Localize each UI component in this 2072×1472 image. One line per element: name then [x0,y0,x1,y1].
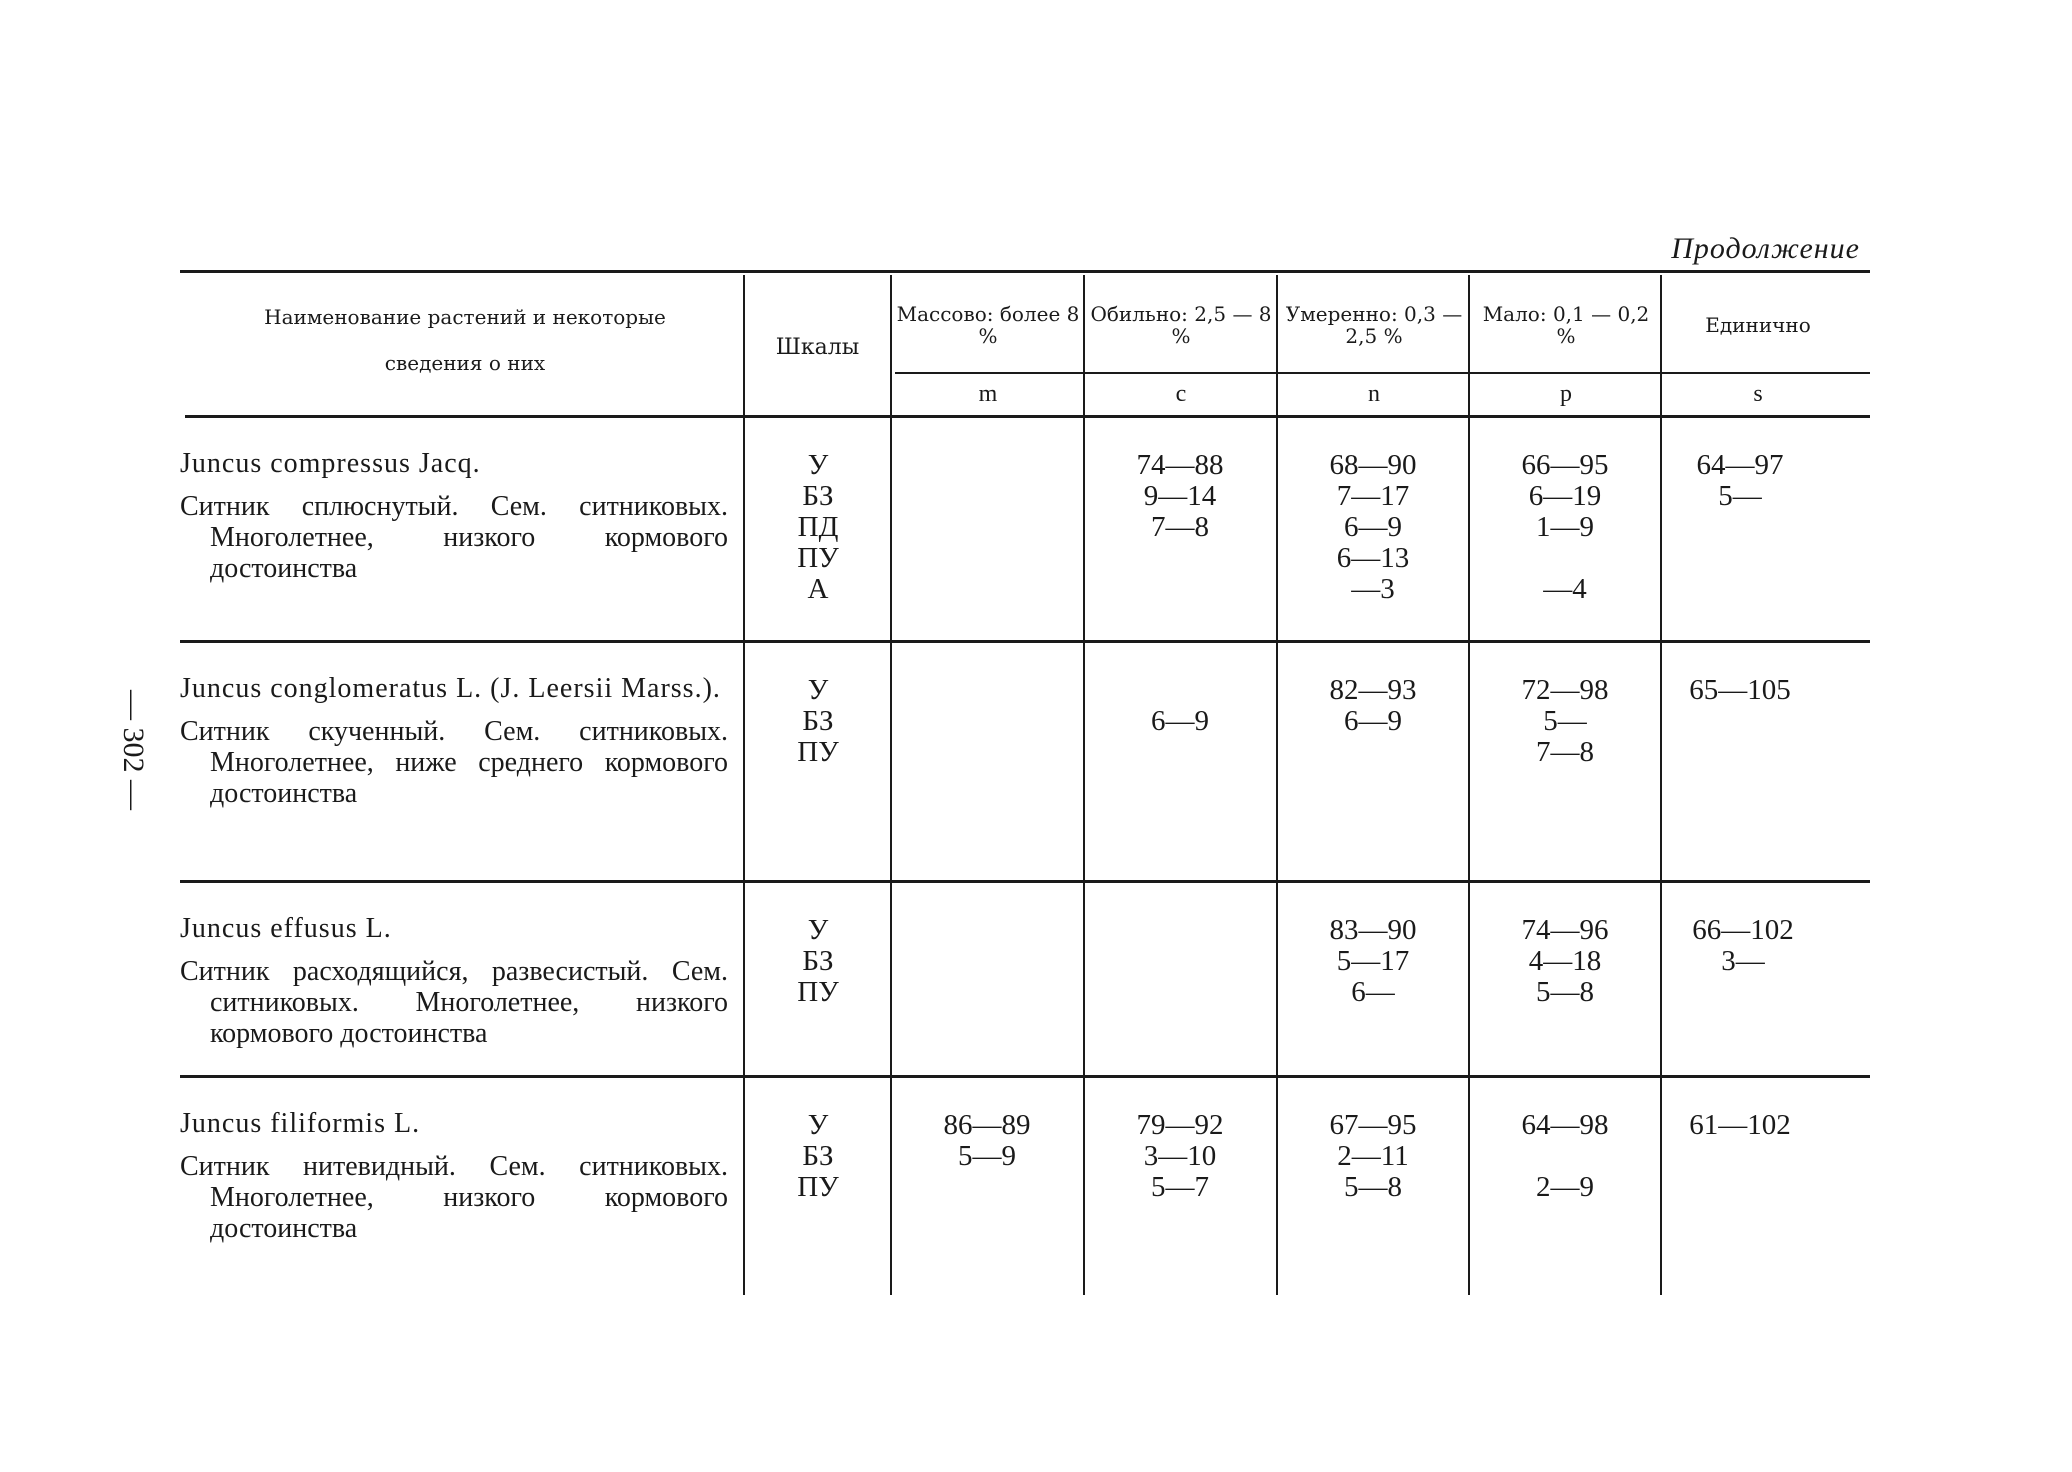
row-divider-2 [180,880,1870,883]
scales-list [748,675,888,768]
scale: ПУ [797,1171,839,1203]
value: 6—9 [1344,705,1402,737]
col-rule-5 [1468,275,1470,1295]
scale: У [807,914,829,946]
value: 5—17 [1336,945,1410,977]
values-n [1288,675,1458,737]
values-s [1658,915,1828,977]
value: 5— [1718,480,1762,512]
value: 2—9 [1536,1171,1594,1203]
col-rule-2 [890,275,892,1295]
scales-list [748,915,888,1008]
col-rule-3 [1083,275,1085,1295]
value: —3 [1351,573,1395,605]
letter-p: p [1560,380,1572,407]
scale: БЗ [802,1140,834,1172]
values-p [1480,915,1650,1008]
scale: ПУ [797,542,839,574]
scale: БЗ [802,705,834,737]
value: 7—8 [1536,736,1594,768]
name-column-header: Наименование растений и некоторые сведения о них [264,305,666,375]
latin-name: Juncus filiformis L. [180,1108,421,1139]
scale: ПД [797,511,839,543]
value: 6— [1351,976,1395,1008]
value [1480,543,1650,574]
letter-c: c [1175,380,1187,407]
value: 5—9 [958,1140,1016,1172]
row-divider-3 [180,1075,1870,1078]
value: —4 [1543,573,1587,605]
value: 61—102 [1689,1109,1791,1141]
value: 3— [1721,945,1765,977]
letter-m: m [978,380,998,407]
values-c [1095,1110,1265,1203]
plant-description: Ситник скученный. Сем. ситниковых. Многолетнее, ниже среднего кормового достоинства [180,716,728,809]
plant-description: Ситник расходящийся, развесистый. Сем. ситниковых. Многолетнее, низкого кормового достоинства [180,956,728,1049]
value: 82—93 [1329,674,1417,706]
value: 86—89 [943,1109,1031,1141]
scale: ПУ [797,976,839,1008]
latin-name: Juncus compressus Jacq. [180,448,481,479]
value: 7—8 [1151,511,1209,543]
value: 7—17 [1336,480,1410,512]
scale: А [807,573,829,605]
value: 6—9 [1344,511,1402,543]
value: 5—7 [1151,1171,1209,1203]
scale: У [807,674,829,706]
header-bottom-rule [185,415,1870,418]
scales-column-header: Шкалы [775,334,860,360]
value: 72—98 [1521,674,1609,706]
plant-description: Ситник сплюснутый. Сем. ситниковых. Многолетнее, низкого кормового достоинства [180,491,728,584]
values-p [1480,675,1650,768]
value: 64—97 [1696,449,1784,481]
value: 4—18 [1528,945,1602,977]
row-divider-1 [180,640,1870,643]
value: 6—13 [1336,542,1410,574]
value: 79—92 [1136,1109,1224,1141]
page-number: — 302 — [117,690,150,810]
values-n [1288,915,1458,1008]
value: 1—9 [1536,511,1594,543]
value: 6—19 [1528,480,1602,512]
value [1095,675,1265,706]
abundance-header-s: Единично [1705,313,1811,337]
values-n [1288,1110,1458,1203]
value: 2—11 [1337,1140,1409,1172]
value: 5—8 [1344,1171,1402,1203]
value: 5— [1543,705,1587,737]
scales-list [748,1110,888,1203]
letter-s: s [1753,380,1763,407]
values-p [1480,450,1650,605]
scale: У [807,449,829,481]
abundance-header-n: Умеренно: 0,3 — 2,5 % [1285,302,1463,348]
value: 66—95 [1521,449,1609,481]
table-row [180,673,728,809]
value: 65—105 [1689,674,1791,706]
plant-description: Ситник нитевидный. Сем. ситниковых. Многолетнее, низкого кормового достоинства [180,1151,728,1244]
abundance-header-p: Мало: 0,1 — 0,2 % [1482,302,1650,348]
values-p [1480,1110,1650,1203]
value: 66—102 [1692,914,1794,946]
table-row [180,913,728,1049]
latin-name: Juncus conglomeratus L. (J. Leersii Marss.). [180,673,721,704]
values-s [1655,450,1825,512]
abundance-header-c: Обильно: 2,5 — 8 % [1090,302,1272,348]
scale: У [807,1109,829,1141]
abundance-header-m: Массово: более 8 % [896,302,1080,348]
values-s [1655,675,1825,706]
values-m [902,1110,1072,1172]
col-rule-1 [743,275,745,1295]
value: 9—14 [1143,480,1217,512]
value: 74—88 [1136,449,1224,481]
continuation-label: Продолжение [1671,232,1860,265]
value [1480,1141,1650,1172]
scale: ПУ [797,736,839,768]
latin-name: Juncus effusus L. [180,913,392,944]
values-c [1095,675,1265,737]
value: 64—98 [1521,1109,1609,1141]
value: 6—9 [1151,705,1209,737]
values-n [1288,450,1458,605]
value: 5—8 [1536,976,1594,1008]
value: 74—96 [1521,914,1609,946]
letter-n: n [1368,380,1380,407]
col-rule-6 [1660,275,1662,1295]
values-c [1095,450,1265,543]
value: 67—95 [1329,1109,1417,1141]
table-row [180,1108,728,1244]
scales-list [748,450,888,605]
scale: БЗ [802,945,834,977]
value: 68—90 [1329,449,1417,481]
values-s [1655,1110,1825,1141]
col-rule-4 [1276,275,1278,1295]
scale: БЗ [802,480,834,512]
table-top-rule [180,270,1870,273]
value: 83—90 [1329,914,1417,946]
value: 3—10 [1143,1140,1217,1172]
table-row [180,448,728,584]
